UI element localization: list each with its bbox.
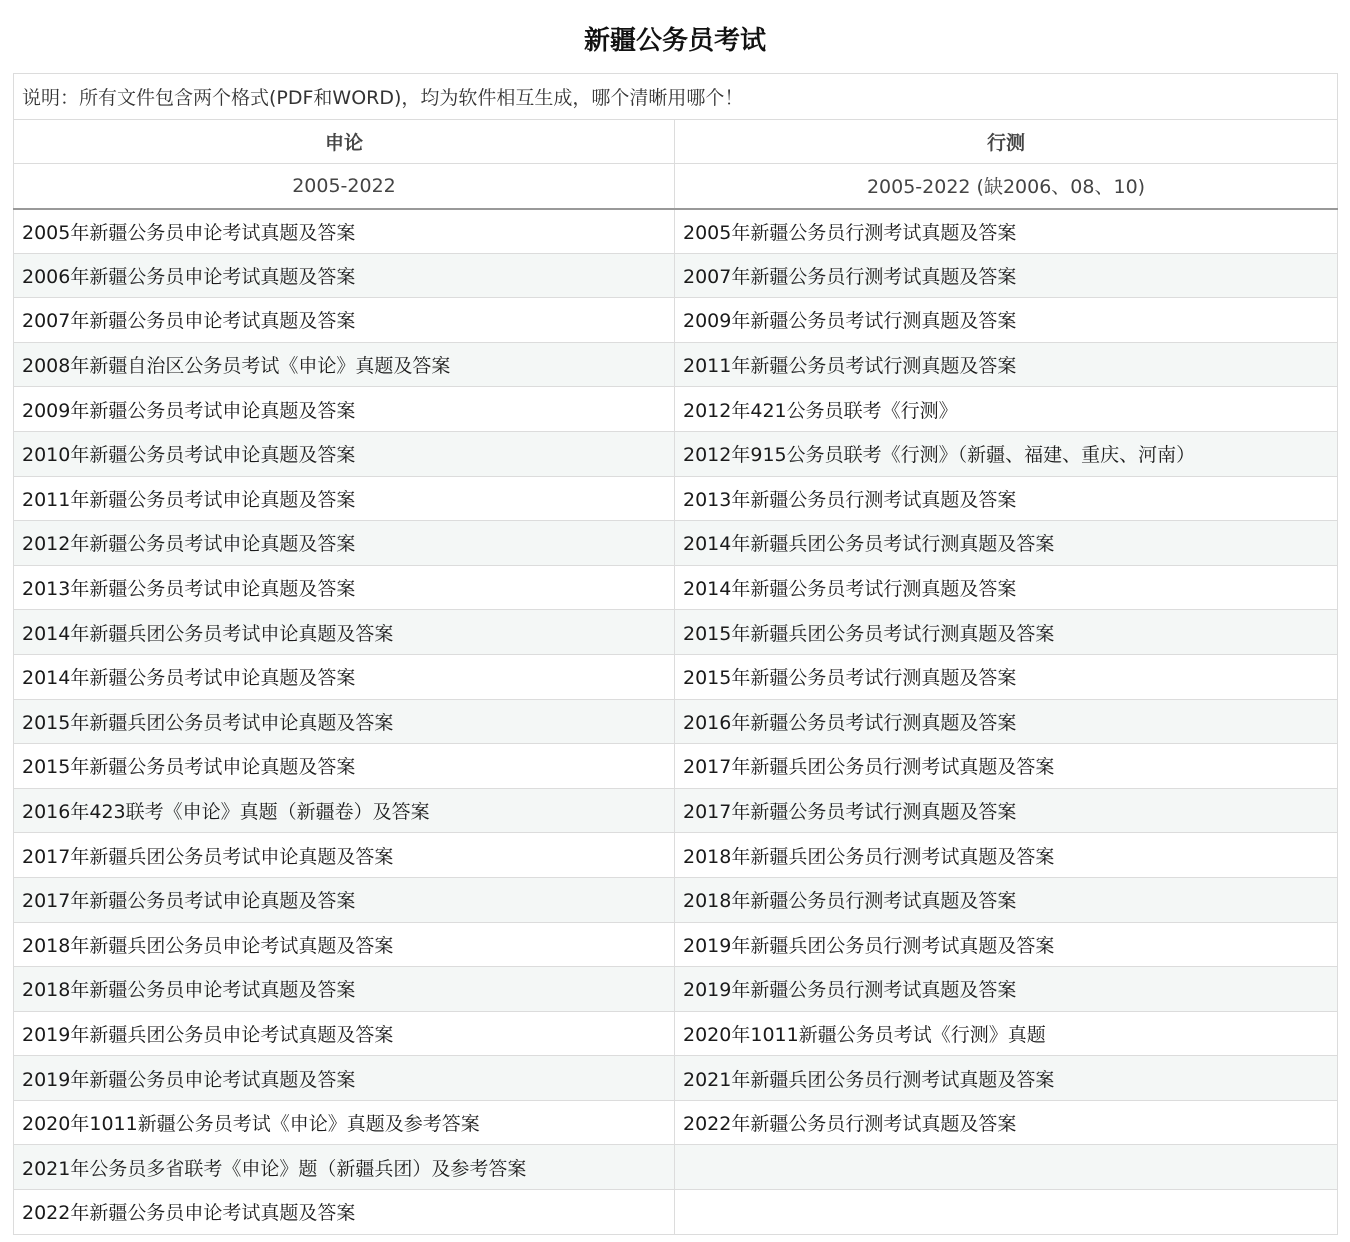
table-row: [14, 1056, 1338, 1101]
shenlun-cell[interactable]: 2021年公务员多省联考《申论》题（新疆兵团）及参考答案: [14, 1145, 675, 1190]
shenlun-cell[interactable]: 2017年新疆兵团公务员考试申论真题及答案: [14, 833, 675, 878]
table-row: [14, 1100, 1338, 1145]
xingce-cell[interactable]: 2018年新疆公务员行测考试真题及答案: [675, 877, 1338, 922]
exam-table-body: [14, 209, 1338, 1235]
xingce-cell[interactable]: 2012年915公务员联考《行测》（新疆、福建、重庆、河南）: [675, 431, 1338, 476]
table-row: [14, 1190, 1338, 1235]
note-row: [14, 74, 1338, 120]
table-row: [14, 833, 1338, 878]
xingce-cell[interactable]: 2009年新疆公务员考试行测真题及答案: [675, 298, 1338, 343]
xingce-cell[interactable]: 2017年新疆兵团公务员行测考试真题及答案: [675, 744, 1338, 789]
page-title: 新疆公务员考试: [583, 26, 766, 56]
shenlun-cell[interactable]: 2007年新疆公务员申论考试真题及答案: [14, 298, 675, 343]
table-row: [14, 253, 1338, 298]
shenlun-cell[interactable]: 2014年新疆兵团公务员考试申论真题及答案: [14, 610, 675, 655]
column-range-shenlun: 2005-2022: [14, 164, 675, 209]
table-row: [14, 877, 1338, 922]
table-row: [14, 1011, 1338, 1056]
table-row: [14, 476, 1338, 521]
xingce-cell[interactable]: 2016年新疆公务员考试行测真题及答案: [675, 699, 1338, 744]
range-header-row: [14, 164, 1338, 209]
shenlun-cell[interactable]: 2012年新疆公务员考试申论真题及答案: [14, 521, 675, 566]
table-row: [14, 788, 1338, 833]
xingce-cell[interactable]: 2007年新疆公务员行测考试真题及答案: [675, 253, 1338, 298]
shenlun-cell[interactable]: 2018年新疆公务员申论考试真题及答案: [14, 967, 675, 1012]
note-text: 说明：所有文件包含两个格式(PDF和WORD)，均为软件相互生成，哪个清晰用哪个！: [14, 74, 1338, 120]
table-row: [14, 342, 1338, 387]
xingce-cell[interactable]: 2015年新疆公务员考试行测真题及答案: [675, 654, 1338, 699]
shenlun-cell[interactable]: 2020年1011新疆公务员考试《申论》真题及参考答案: [14, 1100, 675, 1145]
table-row: [14, 967, 1338, 1012]
xingce-cell[interactable]: 2014年新疆公务员考试行测真题及答案: [675, 565, 1338, 610]
table-row: [14, 431, 1338, 476]
xingce-cell[interactable]: 2012年421公务员联考《行测》: [675, 387, 1338, 432]
shenlun-cell[interactable]: 2015年新疆公务员考试申论真题及答案: [14, 744, 675, 789]
xingce-cell: [675, 1145, 1338, 1190]
xingce-cell[interactable]: 2019年新疆兵团公务员行测考试真题及答案: [675, 922, 1338, 967]
xingce-cell[interactable]: 2013年新疆公务员行测考试真题及答案: [675, 476, 1338, 521]
column-header-xingce: 行测: [675, 120, 1338, 164]
shenlun-cell[interactable]: 2006年新疆公务员申论考试真题及答案: [14, 253, 675, 298]
xingce-cell[interactable]: 2014年新疆兵团公务员考试行测真题及答案: [675, 521, 1338, 566]
table-row: [14, 298, 1338, 343]
xingce-cell[interactable]: 2019年新疆公务员行测考试真题及答案: [675, 967, 1338, 1012]
shenlun-cell[interactable]: 2022年新疆公务员申论考试真题及答案: [14, 1190, 675, 1235]
table-row: [14, 565, 1338, 610]
shenlun-cell[interactable]: 2019年新疆公务员申论考试真题及答案: [14, 1056, 675, 1101]
shenlun-cell[interactable]: 2008年新疆自治区公务员考试《申论》真题及答案: [14, 342, 675, 387]
shenlun-cell[interactable]: 2015年新疆兵团公务员考试申论真题及答案: [14, 699, 675, 744]
shenlun-cell[interactable]: 2016年423联考《申论》真题（新疆卷）及答案: [14, 788, 675, 833]
table-row: [14, 699, 1338, 744]
table-row: [14, 1145, 1338, 1190]
xingce-cell[interactable]: 2005年新疆公务员行测考试真题及答案: [675, 209, 1338, 254]
table-row: [14, 521, 1338, 566]
shenlun-cell[interactable]: 2005年新疆公务员申论考试真题及答案: [14, 209, 675, 254]
shenlun-cell[interactable]: 2009年新疆公务员考试申论真题及答案: [14, 387, 675, 432]
shenlun-cell[interactable]: 2013年新疆公务员考试申论真题及答案: [14, 565, 675, 610]
xingce-cell[interactable]: 2020年1011新疆公务员考试《行测》真题: [675, 1011, 1338, 1056]
column-range-xingce: 2005-2022 (缺2006、08、10): [675, 164, 1338, 209]
column-header-shenlun: 申论: [14, 120, 675, 164]
xingce-cell[interactable]: 2018年新疆兵团公务员行测考试真题及答案: [675, 833, 1338, 878]
shenlun-cell[interactable]: 2018年新疆兵团公务员申论考试真题及答案: [14, 922, 675, 967]
shenlun-cell[interactable]: 2010年新疆公务员考试申论真题及答案: [14, 431, 675, 476]
table-row: [14, 209, 1338, 254]
xingce-cell[interactable]: 2015年新疆兵团公务员考试行测真题及答案: [675, 610, 1338, 655]
shenlun-cell[interactable]: 2017年新疆公务员考试申论真题及答案: [14, 877, 675, 922]
shenlun-cell[interactable]: 2014年新疆公务员考试申论真题及答案: [14, 654, 675, 699]
subject-header-row: [14, 120, 1338, 164]
xingce-cell[interactable]: 2021年新疆兵团公务员行测考试真题及答案: [675, 1056, 1338, 1101]
exam-table: [13, 73, 1338, 1235]
table-row: [14, 744, 1338, 789]
xingce-cell[interactable]: 2017年新疆公务员考试行测真题及答案: [675, 788, 1338, 833]
xingce-cell[interactable]: 2022年新疆公务员行测考试真题及答案: [675, 1100, 1338, 1145]
table-row: [14, 610, 1338, 655]
shenlun-cell[interactable]: 2019年新疆兵团公务员申论考试真题及答案: [14, 1011, 675, 1056]
xingce-cell: [675, 1190, 1338, 1235]
table-row: [14, 387, 1338, 432]
table-row: [14, 654, 1338, 699]
table-row: [14, 922, 1338, 967]
xingce-cell[interactable]: 2011年新疆公务员考试行测真题及答案: [675, 342, 1338, 387]
shenlun-cell[interactable]: 2011年新疆公务员考试申论真题及答案: [14, 476, 675, 521]
